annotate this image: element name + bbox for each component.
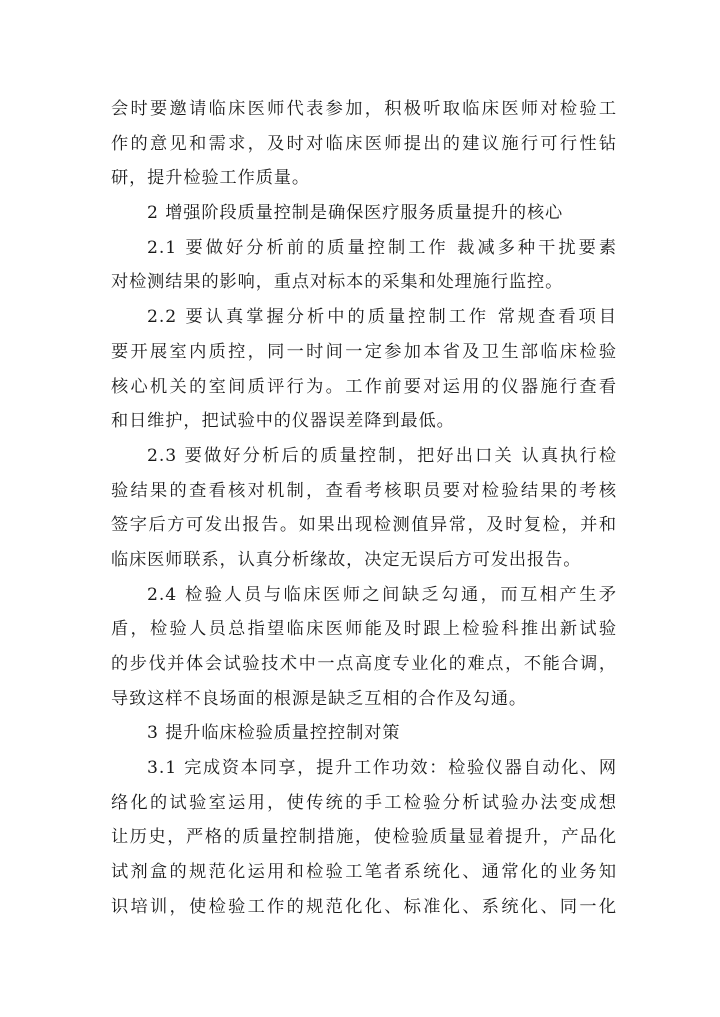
paragraph-start: 2.4 检验人员与临床医师之间缺乏勾通，而互相产生矛	[147, 584, 617, 605]
text-line: 导致这样不良场面的根源是缺乏互相的合作及勾通。	[111, 688, 528, 709]
text-line: 盾，检验人员总指望临床医师能及时跟上检验科推出新试验	[111, 619, 617, 640]
text-line: 试剂盒的规范化运用和检验工笔者系统化、通常化的业务知	[111, 862, 617, 883]
section-heading: 3 提升临床检验质量控控制对策	[147, 723, 401, 744]
text-line: 的步伐并体会试验技术中一点高度专业化的难点，不能合调，	[111, 654, 617, 674]
paragraph-start: 2.1 要做好分析前的质量控制工作 裁减多种干扰要素	[147, 237, 617, 258]
text-line: 核心机关的室间质评行为。工作前要对运用的仪器施行查看	[111, 376, 617, 397]
text-line: 络化的试验室运用，使传统的手工检验分析试验办法变成想	[111, 792, 617, 813]
text-line: 让历史，严格的质量控制措施，使检验质量显着提升，产品化	[111, 827, 617, 848]
text-line: 会时要邀请临床医师代表参加，积极听取临床医师对检验工	[111, 99, 617, 119]
paragraph-start: 2.2 要认真掌握分析中的质量控制工作 常规查看项目	[147, 307, 617, 328]
text-line: 和日维护，把试验中的仪器误差降到最低。	[111, 411, 455, 432]
text-line: 临床医师联系，认真分析缘故，决定无误后方可发出报告。	[111, 549, 582, 570]
text-line: 识培训，使检验工作的规范化化、标准化、系统化、同一化	[111, 896, 617, 917]
text-line: 对检测结果的影响，重点对标本的采集和处理施行监控。	[111, 272, 564, 293]
paragraph-start: 3.1 完成资本同享，提升工作功效：检验仪器自动化、网	[147, 758, 617, 779]
text-line: 作的意见和需求，及时对临床医师提出的建议施行可行性钻	[111, 133, 617, 154]
text-line: 研，提升检验工作质量。	[111, 168, 310, 189]
section-heading: 2 增强阶段质量控制是确保医疗服务质量提升的核心	[147, 203, 564, 224]
text-line: 要开展室内质控，同一时间一定参加本省及卫生部临床检验	[111, 341, 617, 362]
body-text	[111, 92, 617, 925]
paragraph-start: 2.3 要做好分析后的质量控制，把好出口关 认真执行检	[147, 445, 617, 466]
text-line: 签字后方可发出报告。如果出现检测值异常，及时复检，并和	[111, 515, 617, 536]
text-line: 验结果的查看核对机制，查看考核职员要对检验结果的考核	[111, 480, 617, 501]
